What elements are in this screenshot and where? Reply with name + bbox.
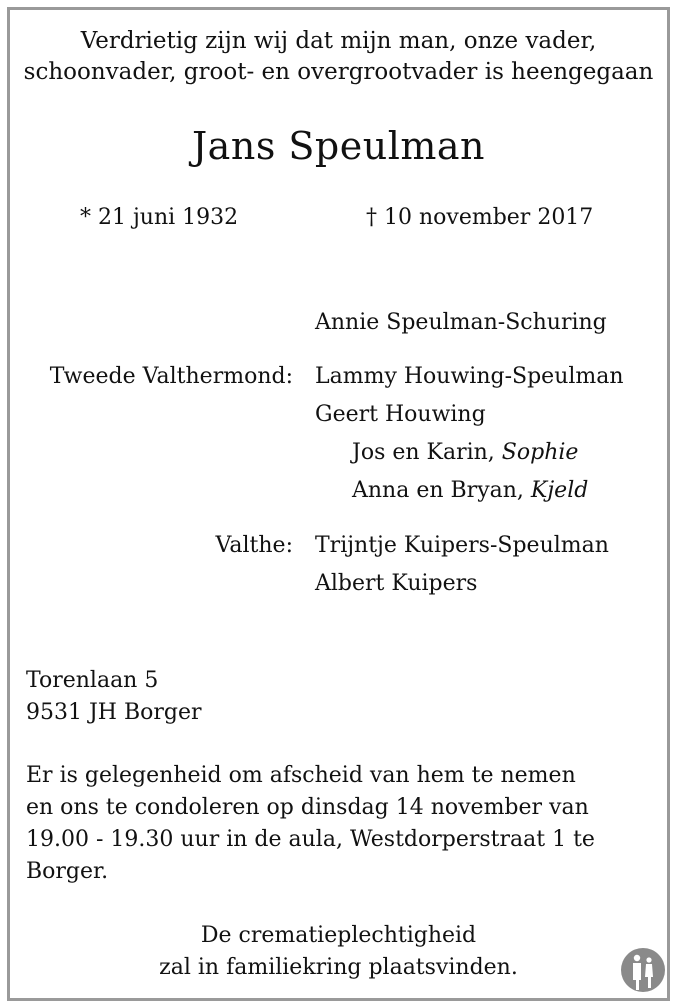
condolence-line: 19.00 - 19.30 uur in de aula, Westdorperstraat 1 te [26,827,595,852]
intro-line-1: Verdrietig zijn wij dat mijn man, onze vader, [80,28,597,54]
great-grandchild-name: Sophie [501,440,579,465]
death-date: † 10 november 2017 [366,205,594,230]
grandchild-line [352,476,588,506]
closing-line-1: De crematieplechtigheid [200,923,477,948]
address-street: Torenlaan 5 [26,668,159,693]
family-member: Trijntje Kuipers-Speulman [315,533,609,558]
condolence-line: en ons te condoleren op dinsdag 14 november van [26,795,589,820]
grandchild-names: Anna en Bryan, [352,478,524,503]
family-member: Lammy Houwing-Speulman [315,364,624,389]
grandchild-line [352,438,578,468]
great-grandchild-name: Kjeld [530,478,589,503]
intro-line-2: schoonvader, groot- en overgrootvader is heengegaan [23,59,654,85]
location-valthe: Valthe: [215,533,293,558]
condolence-line: Borger. [26,859,109,884]
memorial-figures-logo-icon [620,946,666,994]
deceased-name: Jans Speulman [191,124,486,168]
family-member: Albert Kuipers [315,571,478,596]
closing-line-2: zal in familiekring plaatsvinden. [159,955,518,980]
location-tweede-valthermond: Tweede Valthermond: [49,364,293,389]
condolence-line: Er is gelegenheid om afscheid van hem te nemen [26,763,576,788]
address-city: 9531 JH Borger [26,700,202,725]
birth-date: * 21 juni 1932 [80,205,239,230]
grandchild-names: Jos en Karin, [352,440,495,465]
family-member: Geert Houwing [315,402,486,427]
spouse-name: Annie Speulman-Schuring [315,310,607,335]
